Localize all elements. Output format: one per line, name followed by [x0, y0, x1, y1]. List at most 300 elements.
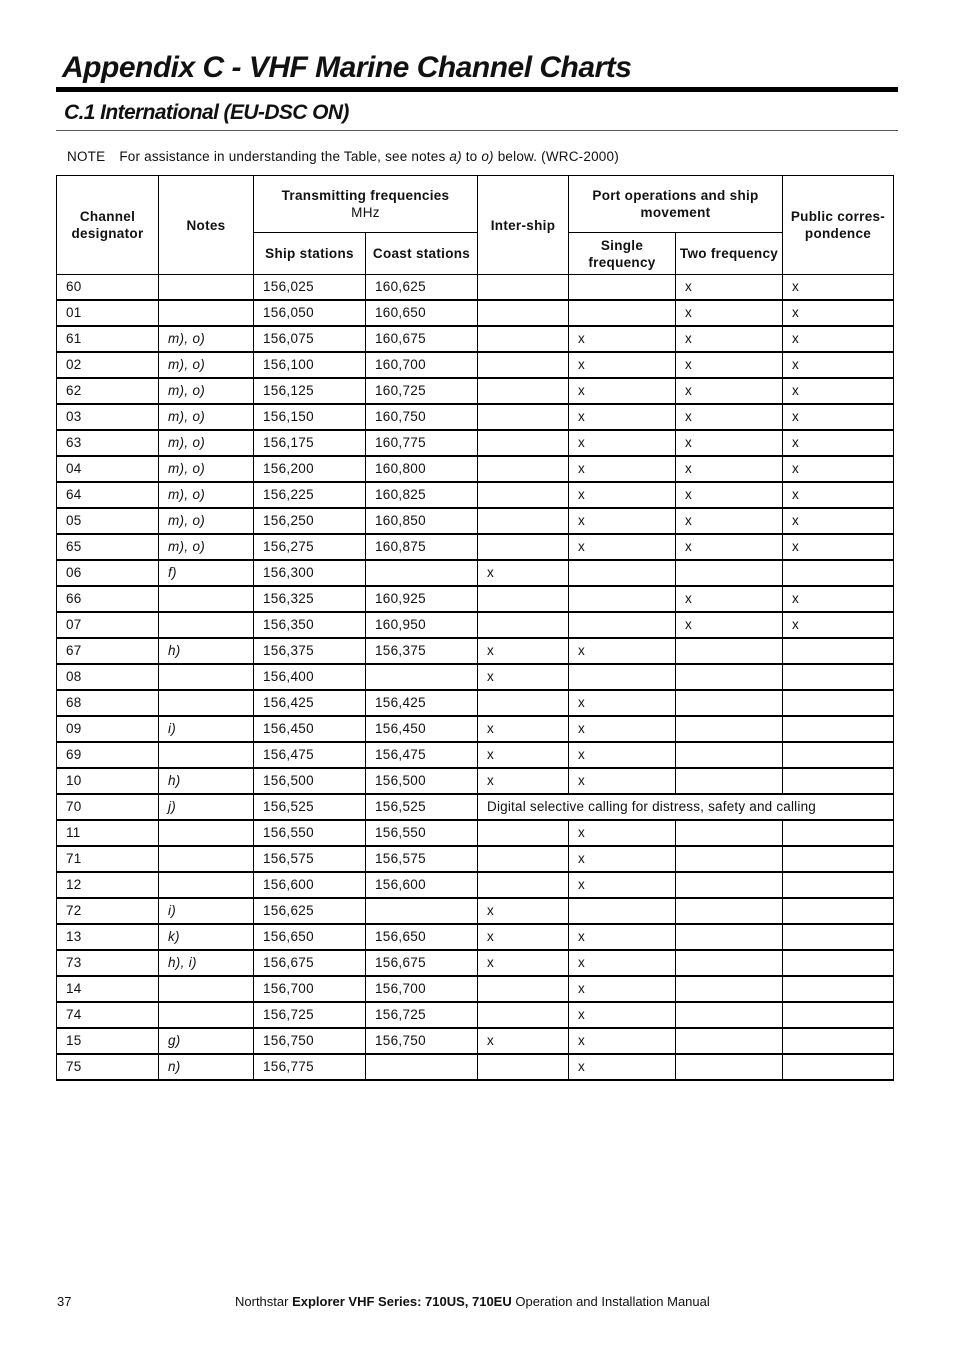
note-label: NOTE: [67, 149, 106, 164]
cell-channel: 14: [57, 976, 159, 1002]
table-row: [57, 950, 894, 976]
table-row: [57, 275, 894, 301]
cell-two-frequency: x: [676, 430, 783, 456]
cell-two-frequency: x: [676, 482, 783, 508]
cell-notes: [159, 976, 254, 1002]
cell-inter-ship: [478, 1054, 569, 1080]
cell-single-frequency: x: [569, 950, 676, 976]
cell-channel: 66: [57, 586, 159, 612]
cell-two-frequency: [676, 768, 783, 794]
cell-ship-frequency: 156,475: [254, 742, 366, 768]
page-title: Appendix C - VHF Marine Channel Charts: [62, 51, 632, 84]
cell-ship-frequency: 156,400: [254, 664, 366, 690]
cell-inter-ship: [478, 820, 569, 846]
cell-two-frequency: [676, 924, 783, 950]
footer-suffix: Operation and Installation Manual: [511, 1294, 710, 1309]
cell-two-frequency: [676, 1054, 783, 1080]
cell-public-correspondence: [783, 872, 894, 898]
table-row: [57, 586, 894, 612]
cell-public-correspondence: x: [783, 300, 894, 326]
cell-notes: [159, 664, 254, 690]
cell-coast-frequency: 160,850: [366, 508, 478, 534]
cell-channel: 63: [57, 430, 159, 456]
cell-two-frequency: [676, 638, 783, 664]
cell-public-correspondence: x: [783, 275, 894, 301]
cell-ship-frequency: 156,625: [254, 898, 366, 924]
header-single-frequency: Single frequency: [569, 233, 676, 275]
cell-single-frequency: x: [569, 482, 676, 508]
table-row: [57, 846, 894, 872]
cell-notes: [159, 300, 254, 326]
cell-coast-frequency: 156,450: [366, 716, 478, 742]
cell-single-frequency: x: [569, 1028, 676, 1054]
cell-coast-frequency: [366, 664, 478, 690]
cell-channel: 69: [57, 742, 159, 768]
cell-single-frequency: x: [569, 976, 676, 1002]
cell-notes: [159, 612, 254, 638]
cell-two-frequency: x: [676, 378, 783, 404]
table-row: [57, 560, 894, 586]
cell-notes: i): [159, 898, 254, 924]
cell-two-frequency: [676, 560, 783, 586]
cell-single-frequency: x: [569, 1054, 676, 1080]
cell-public-correspondence: x: [783, 326, 894, 352]
cell-notes: [159, 742, 254, 768]
cell-channel: 71: [57, 846, 159, 872]
cell-notes: m), o): [159, 456, 254, 482]
cell-single-frequency: x: [569, 534, 676, 560]
cell-coast-frequency: 156,500: [366, 768, 478, 794]
cell-coast-frequency: 156,750: [366, 1028, 478, 1054]
table-row: [57, 664, 894, 690]
cell-public-correspondence: x: [783, 586, 894, 612]
footer-product: Explorer VHF Series: 710US, 710EU: [292, 1294, 512, 1309]
cell-single-frequency: x: [569, 378, 676, 404]
header-transmitting-frequencies: [254, 176, 478, 233]
cell-coast-frequency: 160,800: [366, 456, 478, 482]
table-row: [57, 716, 894, 742]
cell-coast-frequency: 160,950: [366, 612, 478, 638]
cell-public-correspondence: x: [783, 612, 894, 638]
table-row: [57, 508, 894, 534]
cell-single-frequency: [569, 275, 676, 301]
cell-public-correspondence: x: [783, 404, 894, 430]
cell-channel: 02: [57, 352, 159, 378]
cell-notes: m), o): [159, 430, 254, 456]
note-ref-o: o): [481, 149, 494, 164]
cell-notes: m), o): [159, 482, 254, 508]
cell-public-correspondence: x: [783, 534, 894, 560]
cell-single-frequency: x: [569, 638, 676, 664]
cell-public-correspondence: [783, 846, 894, 872]
cell-two-frequency: x: [676, 404, 783, 430]
cell-single-frequency: x: [569, 846, 676, 872]
cell-public-correspondence: [783, 716, 894, 742]
cell-single-frequency: x: [569, 1002, 676, 1028]
cell-inter-ship: [478, 300, 569, 326]
section-rule: [56, 130, 898, 131]
cell-channel: 75: [57, 1054, 159, 1080]
cell-inter-ship: [478, 326, 569, 352]
cell-public-correspondence: [783, 1054, 894, 1080]
cell-channel: 13: [57, 924, 159, 950]
cell-ship-frequency: 156,275: [254, 534, 366, 560]
footer-description: [235, 1294, 710, 1310]
cell-ship-frequency: 156,325: [254, 586, 366, 612]
cell-single-frequency: [569, 612, 676, 638]
cell-single-frequency: x: [569, 924, 676, 950]
table-note: [67, 148, 619, 166]
cell-two-frequency: x: [676, 300, 783, 326]
cell-single-frequency: x: [569, 768, 676, 794]
table-row: [57, 1028, 894, 1054]
cell-channel: 10: [57, 768, 159, 794]
cell-single-frequency: x: [569, 430, 676, 456]
cell-notes: [159, 1002, 254, 1028]
table-row: [57, 924, 894, 950]
note-ref-a: a): [449, 149, 462, 164]
cell-coast-frequency: 156,700: [366, 976, 478, 1002]
table-row: [57, 404, 894, 430]
cell-coast-frequency: 160,775: [366, 430, 478, 456]
cell-ship-frequency: 156,075: [254, 326, 366, 352]
cell-coast-frequency: [366, 1054, 478, 1080]
cell-inter-ship: [478, 482, 569, 508]
cell-public-correspondence: [783, 690, 894, 716]
cell-coast-frequency: 156,375: [366, 638, 478, 664]
cell-single-frequency: [569, 664, 676, 690]
cell-channel: 06: [57, 560, 159, 586]
cell-coast-frequency: 156,550: [366, 820, 478, 846]
cell-two-frequency: [676, 846, 783, 872]
cell-notes: g): [159, 1028, 254, 1054]
cell-coast-frequency: [366, 898, 478, 924]
cell-single-frequency: x: [569, 742, 676, 768]
cell-coast-frequency: 156,600: [366, 872, 478, 898]
header-coast-stations: Coast stations: [366, 233, 478, 275]
cell-notes: [159, 846, 254, 872]
cell-ship-frequency: 156,350: [254, 612, 366, 638]
cell-coast-frequency: 156,675: [366, 950, 478, 976]
cell-notes: j): [159, 794, 254, 820]
cell-channel: 73: [57, 950, 159, 976]
cell-two-frequency: [676, 664, 783, 690]
table-row: [57, 1002, 894, 1028]
cell-ship-frequency: 156,025: [254, 275, 366, 301]
cell-notes: [159, 586, 254, 612]
cell-dsc-message: Digital selective calling for distress, safety and calling: [478, 794, 894, 820]
cell-coast-frequency: 160,675: [366, 326, 478, 352]
cell-public-correspondence: x: [783, 508, 894, 534]
cell-channel: 64: [57, 482, 159, 508]
cell-channel: 05: [57, 508, 159, 534]
cell-coast-frequency: 156,725: [366, 1002, 478, 1028]
cell-single-frequency: x: [569, 326, 676, 352]
cell-channel: 60: [57, 275, 159, 301]
cell-inter-ship: [478, 508, 569, 534]
cell-ship-frequency: 156,050: [254, 300, 366, 326]
table-row: [57, 768, 894, 794]
cell-public-correspondence: [783, 742, 894, 768]
cell-notes: h), i): [159, 950, 254, 976]
cell-inter-ship: [478, 846, 569, 872]
table-row: [57, 742, 894, 768]
cell-inter-ship: x: [478, 898, 569, 924]
cell-inter-ship: x: [478, 716, 569, 742]
cell-single-frequency: [569, 300, 676, 326]
cell-channel: 12: [57, 872, 159, 898]
cell-channel: 08: [57, 664, 159, 690]
table-row: [57, 794, 894, 820]
cell-two-frequency: x: [676, 586, 783, 612]
cell-inter-ship: x: [478, 742, 569, 768]
cell-single-frequency: x: [569, 690, 676, 716]
cell-ship-frequency: 156,250: [254, 508, 366, 534]
cell-channel: 61: [57, 326, 159, 352]
header-inter-ship: Inter-ship: [478, 176, 569, 275]
cell-ship-frequency: 156,575: [254, 846, 366, 872]
cell-ship-frequency: 156,300: [254, 560, 366, 586]
cell-public-correspondence: [783, 924, 894, 950]
cell-ship-frequency: 156,525: [254, 794, 366, 820]
cell-two-frequency: [676, 742, 783, 768]
cell-channel: 09: [57, 716, 159, 742]
cell-channel: 67: [57, 638, 159, 664]
cell-ship-frequency: 156,650: [254, 924, 366, 950]
cell-public-correspondence: [783, 768, 894, 794]
cell-two-frequency: [676, 690, 783, 716]
cell-ship-frequency: 156,150: [254, 404, 366, 430]
page-number: 37: [57, 1294, 72, 1309]
cell-ship-frequency: 156,700: [254, 976, 366, 1002]
cell-ship-frequency: 156,200: [254, 456, 366, 482]
header-notes: Notes: [159, 176, 254, 275]
cell-ship-frequency: 156,450: [254, 716, 366, 742]
cell-two-frequency: [676, 716, 783, 742]
footer-brand: Northstar: [235, 1294, 293, 1309]
cell-channel: 70: [57, 794, 159, 820]
title-rule: [56, 87, 898, 92]
cell-ship-frequency: 156,175: [254, 430, 366, 456]
table-row: [57, 378, 894, 404]
cell-ship-frequency: 156,225: [254, 482, 366, 508]
cell-channel: 74: [57, 1002, 159, 1028]
table-row: [57, 534, 894, 560]
cell-ship-frequency: 156,725: [254, 1002, 366, 1028]
cell-coast-frequency: 160,700: [366, 352, 478, 378]
cell-single-frequency: x: [569, 872, 676, 898]
header-two-frequency: Two frequency: [676, 233, 783, 275]
cell-public-correspondence: x: [783, 430, 894, 456]
cell-public-correspondence: x: [783, 378, 894, 404]
header-mhz: MHz: [351, 205, 380, 220]
cell-two-frequency: x: [676, 456, 783, 482]
cell-public-correspondence: [783, 820, 894, 846]
cell-single-frequency: x: [569, 456, 676, 482]
header-ship-stations: Ship stations: [254, 233, 366, 275]
cell-channel: 01: [57, 300, 159, 326]
cell-single-frequency: x: [569, 716, 676, 742]
cell-notes: m), o): [159, 326, 254, 352]
cell-two-frequency: x: [676, 534, 783, 560]
cell-single-frequency: x: [569, 820, 676, 846]
cell-inter-ship: x: [478, 924, 569, 950]
table-row: [57, 612, 894, 638]
cell-ship-frequency: 156,750: [254, 1028, 366, 1054]
cell-coast-frequency: 160,725: [366, 378, 478, 404]
table-row: [57, 898, 894, 924]
cell-two-frequency: [676, 898, 783, 924]
cell-single-frequency: x: [569, 352, 676, 378]
table-row: [57, 326, 894, 352]
cell-channel: 65: [57, 534, 159, 560]
cell-inter-ship: x: [478, 664, 569, 690]
cell-coast-frequency: 156,650: [366, 924, 478, 950]
cell-coast-frequency: 156,475: [366, 742, 478, 768]
cell-ship-frequency: 156,125: [254, 378, 366, 404]
cell-ship-frequency: 156,600: [254, 872, 366, 898]
header-port-operations: Port operations and ship movement: [569, 176, 783, 233]
cell-two-frequency: x: [676, 508, 783, 534]
cell-notes: [159, 275, 254, 301]
cell-two-frequency: [676, 976, 783, 1002]
cell-channel: 68: [57, 690, 159, 716]
cell-notes: i): [159, 716, 254, 742]
cell-public-correspondence: [783, 950, 894, 976]
note-text-pre: For assistance in understanding the Table, see notes: [119, 149, 450, 164]
cell-inter-ship: x: [478, 638, 569, 664]
cell-inter-ship: [478, 430, 569, 456]
header-channel-designator: Channel designator: [57, 176, 159, 275]
cell-notes: n): [159, 1054, 254, 1080]
cell-inter-ship: [478, 976, 569, 1002]
cell-public-correspondence: [783, 898, 894, 924]
cell-notes: m), o): [159, 378, 254, 404]
table-row: [57, 976, 894, 1002]
cell-notes: m), o): [159, 534, 254, 560]
table-row: [57, 820, 894, 846]
cell-two-frequency: [676, 820, 783, 846]
table-row: [57, 482, 894, 508]
cell-public-correspondence: [783, 1002, 894, 1028]
cell-inter-ship: [478, 352, 569, 378]
note-to: to: [461, 149, 482, 164]
cell-public-correspondence: [783, 560, 894, 586]
cell-public-correspondence: [783, 976, 894, 1002]
cell-public-correspondence: [783, 1028, 894, 1054]
cell-public-correspondence: x: [783, 482, 894, 508]
cell-ship-frequency: 156,375: [254, 638, 366, 664]
cell-inter-ship: [478, 612, 569, 638]
cell-ship-frequency: 156,100: [254, 352, 366, 378]
cell-inter-ship: [478, 275, 569, 301]
cell-channel: 03: [57, 404, 159, 430]
cell-inter-ship: [478, 690, 569, 716]
cell-coast-frequency: 160,625: [366, 275, 478, 301]
table-row: [57, 1054, 894, 1080]
cell-single-frequency: [569, 898, 676, 924]
cell-public-correspondence: [783, 638, 894, 664]
cell-channel: 07: [57, 612, 159, 638]
cell-inter-ship: x: [478, 950, 569, 976]
table-row: [57, 352, 894, 378]
cell-notes: [159, 820, 254, 846]
cell-ship-frequency: 156,425: [254, 690, 366, 716]
cell-ship-frequency: 156,775: [254, 1054, 366, 1080]
cell-inter-ship: x: [478, 768, 569, 794]
cell-inter-ship: [478, 534, 569, 560]
cell-two-frequency: [676, 1028, 783, 1054]
cell-coast-frequency: 160,650: [366, 300, 478, 326]
cell-coast-frequency: [366, 560, 478, 586]
cell-notes: [159, 690, 254, 716]
cell-ship-frequency: 156,500: [254, 768, 366, 794]
cell-single-frequency: x: [569, 404, 676, 430]
table-row: [57, 430, 894, 456]
cell-notes: m), o): [159, 404, 254, 430]
cell-channel: 15: [57, 1028, 159, 1054]
cell-single-frequency: x: [569, 508, 676, 534]
cell-coast-frequency: 160,875: [366, 534, 478, 560]
cell-coast-frequency: 160,925: [366, 586, 478, 612]
channel-table: [56, 175, 894, 1081]
table-body: [57, 275, 894, 1081]
cell-two-frequency: x: [676, 275, 783, 301]
cell-channel: 62: [57, 378, 159, 404]
cell-public-correspondence: x: [783, 456, 894, 482]
cell-coast-frequency: 156,425: [366, 690, 478, 716]
cell-inter-ship: [478, 456, 569, 482]
cell-two-frequency: [676, 872, 783, 898]
cell-coast-frequency: 156,525: [366, 794, 478, 820]
cell-ship-frequency: 156,675: [254, 950, 366, 976]
cell-coast-frequency: 160,825: [366, 482, 478, 508]
header-public-correspondence: Public corres-pondence: [783, 176, 894, 275]
cell-inter-ship: [478, 378, 569, 404]
cell-notes: [159, 872, 254, 898]
cell-notes: m), o): [159, 508, 254, 534]
cell-channel: 04: [57, 456, 159, 482]
cell-inter-ship: [478, 872, 569, 898]
cell-channel: 11: [57, 820, 159, 846]
table-row: [57, 638, 894, 664]
cell-inter-ship: [478, 404, 569, 430]
cell-two-frequency: x: [676, 352, 783, 378]
section-title: C.1 International (EU-DSC ON): [64, 101, 349, 124]
cell-single-frequency: [569, 560, 676, 586]
cell-coast-frequency: 160,750: [366, 404, 478, 430]
cell-public-correspondence: x: [783, 352, 894, 378]
cell-inter-ship: [478, 1002, 569, 1028]
cell-channel: 72: [57, 898, 159, 924]
table-row: [57, 690, 894, 716]
table-row: [57, 300, 894, 326]
cell-two-frequency: x: [676, 612, 783, 638]
cell-two-frequency: [676, 1002, 783, 1028]
cell-inter-ship: x: [478, 560, 569, 586]
cell-notes: h): [159, 638, 254, 664]
cell-coast-frequency: 156,575: [366, 846, 478, 872]
cell-inter-ship: [478, 586, 569, 612]
cell-single-frequency: [569, 586, 676, 612]
table-row: [57, 456, 894, 482]
table-row: [57, 872, 894, 898]
cell-public-correspondence: [783, 664, 894, 690]
cell-notes: h): [159, 768, 254, 794]
cell-ship-frequency: 156,550: [254, 820, 366, 846]
cell-two-frequency: [676, 950, 783, 976]
cell-notes: f): [159, 560, 254, 586]
